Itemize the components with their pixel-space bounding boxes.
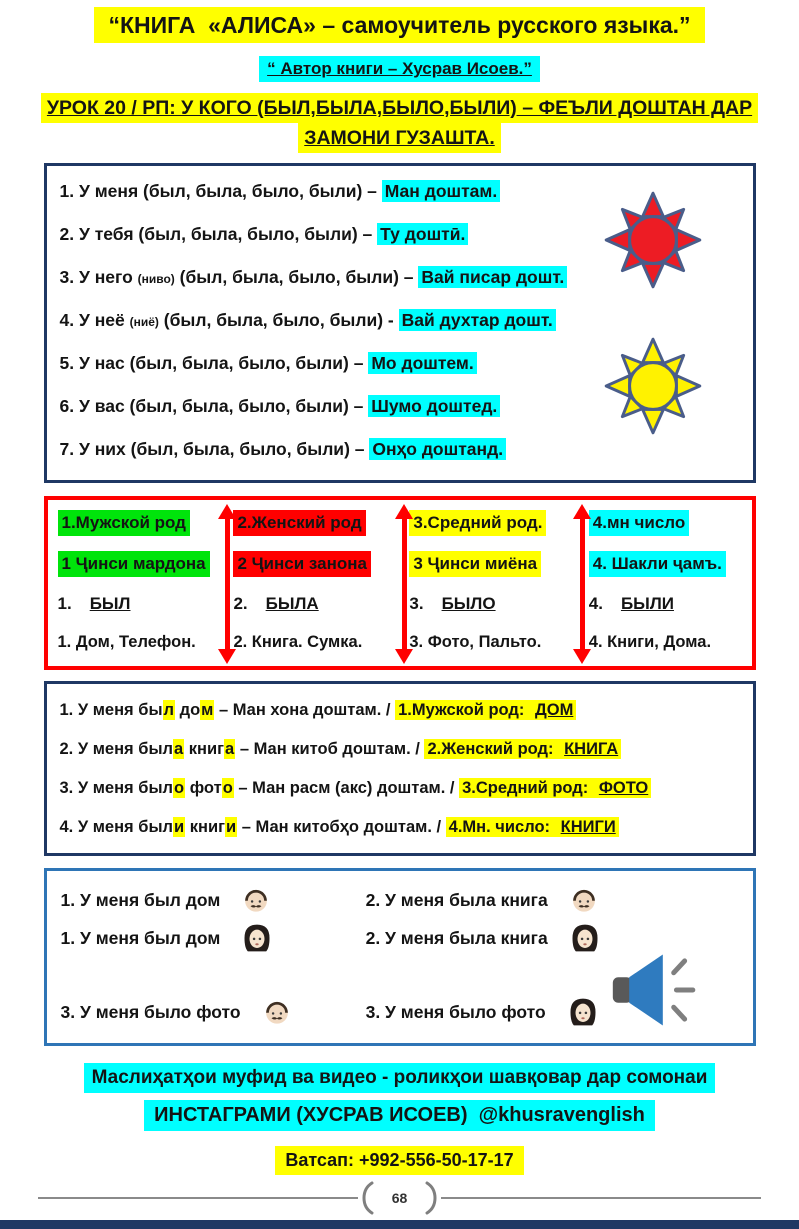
keyword: ФОТО [598, 779, 649, 797]
example-line: 3. У него (ниво) (был, была, было, были) – Вай писар дошт. [60, 263, 743, 293]
dialog-box [44, 868, 756, 1046]
keyword: КНИГИ [560, 818, 616, 836]
tajik-translation-highlight: Ту доштӣ. [377, 223, 468, 245]
page-number: 68 [391, 1190, 408, 1206]
bottom-page-edge [0, 1220, 799, 1229]
usage-line: 1. У меня был дом – Ман хона доштам. / 1.Мужской род: ДОМ [60, 697, 743, 723]
man-face-icon [242, 886, 270, 914]
instagram-handle-line: ИНСТАГРАМИ (ХУСРАВ ИСОЕВ) @khusravenglish [144, 1100, 655, 1131]
dialog-sentence: 2. У меня была книга [366, 886, 671, 914]
gender-col-masculine: 1.Мужской род 1 Ҷинси мардона 1. БЫЛ 1. Дом, Телефон. [56, 510, 232, 654]
gender-ru-label: 2.Женский род [233, 510, 365, 536]
tajik-translation-highlight: Вай писар дошт. [418, 266, 567, 288]
noun-examples: 1. Дом, Телефон. [57, 633, 196, 651]
dialog-sentence: 2. У меня была книга [366, 923, 671, 953]
ending-highlight: л [163, 701, 175, 719]
gender-tj-label: 1 Ҷинси мардона [58, 551, 210, 577]
gender-ru-label: 1.Мужской род [58, 510, 190, 536]
dialog-sentence: 1. У меня был дом [61, 923, 366, 953]
example-line: 7. У них (был, была, было, были) – Онҳо доштанд. [60, 435, 743, 465]
noun-examples: 4. Книги, Дома. [588, 633, 712, 651]
ending-highlight: и [226, 818, 237, 836]
author-line: “ Автор книги – Хусрав Исоев.” [259, 56, 540, 82]
verb-form: БЫЛА [265, 594, 319, 613]
woman-face-icon [570, 923, 600, 953]
usage-line: 3. У меня было фото – Ман расм (акс) доштам. / 3.Средний род: ФОТО [60, 775, 743, 801]
woman-face-icon [242, 923, 272, 953]
gender-tj-label: 3 Ҷинси миёна [409, 551, 541, 577]
gender-label: 4.Мн. число: [448, 818, 555, 836]
gender-label: 2.Женский род: [427, 740, 559, 758]
tajik-translation-highlight: Вай духтар дошт. [399, 309, 556, 331]
gender-label: 1.Мужской род: [398, 701, 529, 719]
example-line: 2. У тебя (был, была, было, были) – Ту доштӣ. [60, 220, 743, 250]
usage-line: 4. У меня были книги – Ман китобҳо доштам. / 4.Мн. число: КНИГИ [60, 814, 743, 840]
man-face-icon [570, 886, 598, 914]
dialog-sentence: 3. У меня было фото [61, 998, 366, 1026]
example-line: 6. У вас (был, была, было, были) – Шумо доштед. [60, 392, 743, 422]
gender-col-plural: 4.мн число 4. Шакли ҷамъ. 4. БЫЛИ 4. Книги, Дома. [587, 510, 746, 654]
dialog-sentence: 3. У меня было фото [366, 997, 671, 1027]
example-line: 5. У нас (был, была, было, были) – Мо доштем. [60, 349, 743, 379]
usage-box [44, 681, 756, 856]
ending-highlight: а [225, 740, 235, 758]
gender-tj-label: 4. Шакли ҷамъ. [589, 551, 726, 577]
whatsapp-line: Ватсап: +992-556-50-17-17 [275, 1146, 523, 1175]
page-title: “КНИГА «АЛИСА» – самоучитель русского языка.” [94, 7, 704, 43]
speaker-icon [611, 949, 711, 1036]
keyword: КНИГА [564, 740, 619, 758]
gender-tj-label: 2 Ҷинси занона [233, 551, 371, 577]
verb-form: БЫЛИ [620, 594, 674, 613]
gender-ru-label: 3.Средний род. [409, 510, 546, 536]
ending-highlight: а [174, 740, 184, 758]
keyword: ДОМ [534, 701, 574, 719]
dialog-sentence: 1. У меня был дом [61, 886, 366, 914]
up-down-arrow-icon [402, 518, 407, 650]
red-sun-icon [601, 188, 705, 297]
man-face-icon [263, 998, 291, 1026]
gender-table-box [44, 496, 756, 670]
footer [0, 1063, 799, 1175]
gender-col-feminine: 2.Женский род 2 Ҷинси занона 2. БЫЛА 2. Книга. Сумка. [231, 510, 407, 654]
ending-highlight: и [174, 818, 185, 836]
example-line: 1. У меня (был, была, было, были) – Ман доштам. [60, 177, 743, 207]
ending-highlight: о [222, 779, 233, 797]
page-number-rule [0, 1181, 799, 1215]
ending-highlight: м [201, 701, 214, 719]
usage-line: 2. У меня была книга – Ман китоб доштам. / 2.Женский род: КНИГА [60, 736, 743, 762]
tajik-translation-highlight: Шумо доштед. [368, 395, 500, 417]
gender-label: 3.Средний род: [462, 779, 593, 797]
page-number-bracket-right-icon [425, 1181, 439, 1215]
ending-highlight: о [174, 779, 185, 797]
verb-form: БЫЛ [89, 594, 131, 613]
up-down-arrow-icon [225, 518, 230, 650]
footer-promo-line1: Маслиҳатҳои муфид ва видео - роликҳои шавқовар дар сомонаи [84, 1063, 716, 1093]
woman-face-icon [568, 997, 598, 1027]
tajik-translation-highlight: Ман доштам. [382, 180, 500, 202]
yellow-sun-icon [601, 334, 705, 443]
example-line: 4. У неё (ниё) (был, была, было, были) - Вай духтар дошт. [60, 306, 743, 336]
lesson-heading-line2: ЗАМОНИ ГУЗАШТА. [298, 123, 501, 153]
tajik-translation-highlight: Онҳо доштанд. [369, 438, 506, 460]
gender-ru-label: 4.мн число [589, 510, 689, 536]
examples-box [44, 163, 756, 483]
lesson-heading [0, 93, 799, 153]
noun-examples: 3. Фото, Пальто. [409, 633, 542, 651]
up-down-arrow-icon [580, 518, 585, 650]
tajik-translation-highlight: Мо доштем. [368, 352, 476, 374]
noun-examples: 2. Книга. Сумка. [233, 633, 363, 651]
dialog-row [61, 886, 739, 914]
horizontal-rule [38, 1197, 358, 1199]
gender-col-neuter: 3.Средний род. 3 Ҷинси миёна 3. БЫЛО 3. Фото, Пальто. [407, 510, 586, 654]
page-number-bracket-left-icon [360, 1181, 374, 1215]
lesson-heading-line1: УРОК 20 / РП: У КОГО (БЫЛ,БЫЛА,БЫЛО,БЫЛИ) – ФЕЪЛИ ДОШТАН ДАР [41, 93, 758, 123]
verb-form: БЫЛО [441, 594, 496, 613]
horizontal-rule [441, 1197, 761, 1199]
